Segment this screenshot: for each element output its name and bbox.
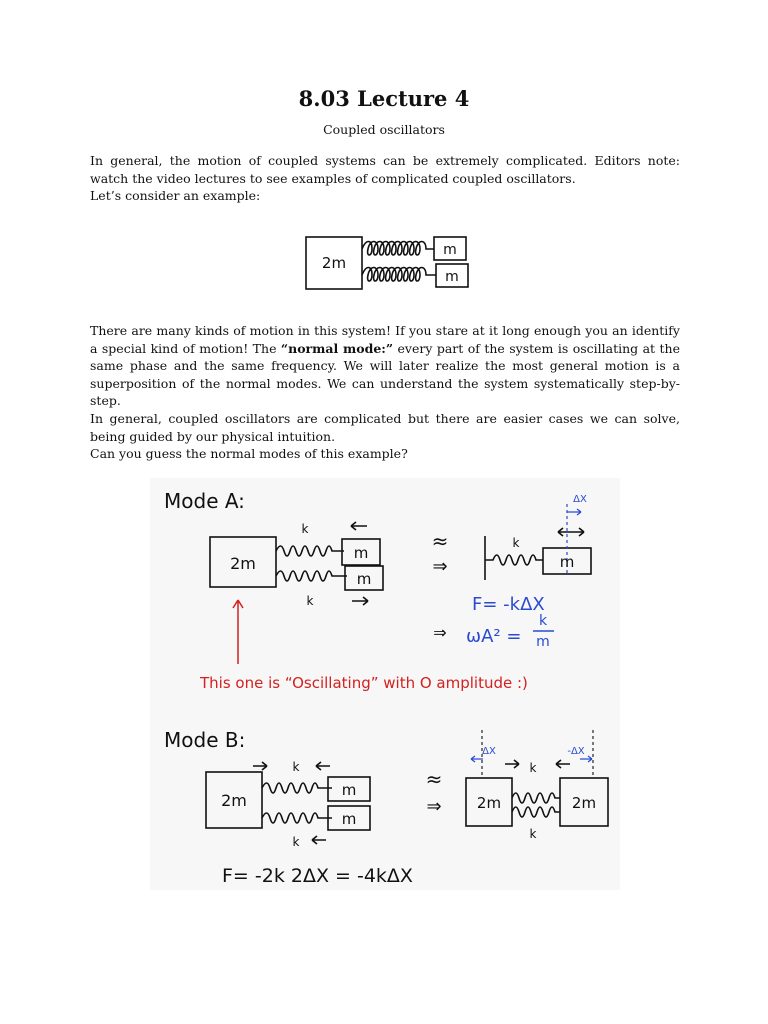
mode-a-implies-symbol: ⇒ — [432, 556, 448, 577]
mode-a-spring-label-top: k — [301, 522, 309, 536]
normal-mode-term: “normal mode:” — [280, 340, 394, 356]
mode-b-force-equation: F= -2k 2ΔX = -4kΔX — [222, 865, 413, 887]
figure-coupled-system — [300, 230, 472, 294]
mode-a-heading: Mode A: — [164, 489, 245, 513]
mode-a-reduced-spring-label: k — [512, 536, 520, 550]
normal-mode-text-post: every part of the system is oscillating at the same phase and the same frequency. We will later realize the most general motion is a superposition of the normal modes. We can understand the system systematically step-by-step. — [90, 340, 680, 409]
mode-b-spring-label-bottom: k — [292, 835, 300, 849]
mode-a-force-equation: F= -kΔX — [472, 594, 545, 615]
small-mass-bottom-label: m — [445, 269, 459, 285]
normal-mode-paragraph — [90, 322, 680, 410]
page-subtitle: Coupled oscillators — [323, 122, 445, 137]
mode-b-right-mass-label: 2m — [571, 794, 597, 812]
big-mass-label: 2m — [321, 254, 347, 272]
mode-b-small-mass-top-label: m — [341, 781, 357, 799]
mode-a-omega-lhs: ωA² = — [466, 626, 522, 647]
mode-a-approx-symbol: ≈ — [431, 529, 449, 553]
intro-section — [90, 152, 680, 205]
page-title: 8.03 Lecture 4 — [298, 86, 470, 111]
figure-normal-modes — [150, 478, 620, 890]
mode-b-approx-symbol: ≈ — [425, 767, 443, 791]
mode-b-heading: Mode B: — [164, 728, 246, 752]
spring-top — [362, 242, 434, 256]
mode-a-reduced-mass-label: m — [559, 553, 575, 571]
mode-b-right-delta-label: -ΔX — [567, 746, 585, 757]
mode-b-left-delta-label: ΔX — [482, 746, 496, 757]
intro-paragraph: In general, the motion of coupled systems can be extremely complicated. Editors note: watch the video lectures to see examples of complicated coupled oscillators. — [90, 153, 680, 186]
mode-b-spring-label-top: k — [292, 760, 300, 774]
mode-a-small-mass-bottom-label: m — [356, 570, 372, 588]
mode-b-implies-symbol: ⇒ — [426, 796, 442, 817]
mode-a-small-mass-top-label: m — [353, 544, 369, 562]
question-paragraph: Can you guess the normal modes of this example? — [90, 446, 408, 462]
spring-bottom — [362, 268, 436, 282]
mode-b-big-mass-label: 2m — [221, 791, 247, 810]
body-section — [90, 322, 680, 463]
mode-a-omega-denominator: m — [536, 634, 550, 650]
normal-mode-text-pre: There are many kinds of motion in this system! If you stare at it long enough you an identify a special kind of motion! The — [90, 323, 680, 356]
mode-a-delta-label: ΔX — [573, 494, 587, 505]
intro-prompt: Let’s consider an example: — [90, 188, 261, 204]
mode-a-note: This one is “Oscillating” with O amplitude :) — [200, 674, 528, 692]
easier-cases-paragraph: In general, coupled oscillators are complicated but there are easier cases we can solve, being guided by our physical intuition. — [90, 410, 680, 444]
mode-a-spring-label-bottom: k — [306, 594, 314, 608]
mode-b-small-mass-bottom-label: m — [341, 810, 357, 828]
mode-a-implies-omega: ⇒ — [433, 623, 447, 642]
small-mass-top-label: m — [443, 242, 457, 258]
mode-a-big-mass-label: 2m — [230, 554, 256, 573]
mode-b-mid-spring-label-bottom: k — [529, 827, 537, 841]
mode-b-mid-spring-label-top: k — [529, 761, 537, 775]
mode-b-left-mass-label: 2m — [476, 794, 502, 812]
mode-a-omega-numerator: k — [538, 613, 548, 629]
